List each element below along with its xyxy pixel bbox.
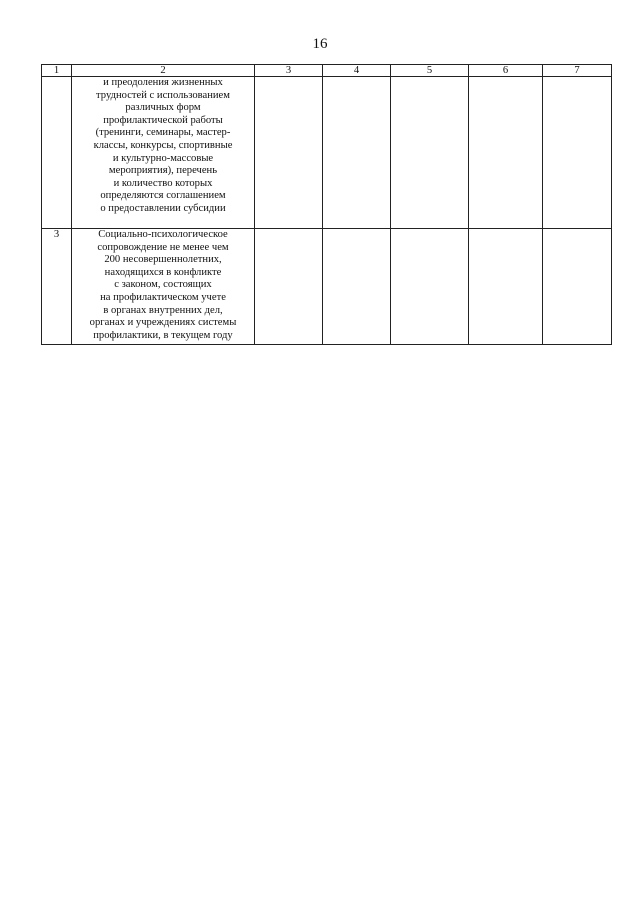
table-row: [42, 229, 612, 345]
column-header-4: 4: [323, 65, 391, 77]
description-cell: Социально-психологическое сопровождение не менее чем 200 несовершеннолетних, находящихся в конфликте с законом, состоящих на профилактическом учете в органах внутренних дел, органах и учреждениях системы профилактики, в текущем году: [72, 229, 255, 345]
table-header-row: [42, 65, 612, 77]
page-number: 16: [312, 36, 328, 52]
cell-col-4: [323, 229, 391, 345]
data-table: [41, 64, 612, 345]
cell-col-3: [255, 77, 323, 229]
description-cell: и преодоления жизненных трудностей с использованием различных форм профилактической работы (тренинги, семинары, мастер- классы, конкурсы, спортивные и культурно-массовые мероприятия), перечень и количество которых определяются соглашением о предоставлении субсидии: [72, 77, 255, 229]
cell-col-3: [255, 229, 323, 345]
row-number-cell: 3: [42, 229, 72, 345]
column-header-6: 6: [469, 65, 543, 77]
column-header-1: 1: [42, 65, 72, 77]
cell-col-5: [391, 77, 469, 229]
column-header-2: 2: [72, 65, 255, 77]
cell-col-6: [469, 77, 543, 229]
table-row: [42, 77, 612, 229]
column-header-5: 5: [391, 65, 469, 77]
cell-col-4: [323, 77, 391, 229]
cell-col-7: [543, 77, 612, 229]
cell-col-6: [469, 229, 543, 345]
column-header-7: 7: [543, 65, 612, 77]
cell-col-7: [543, 229, 612, 345]
cell-col-5: [391, 229, 469, 345]
row-number-cell: [42, 77, 72, 229]
column-header-3: 3: [255, 65, 323, 77]
